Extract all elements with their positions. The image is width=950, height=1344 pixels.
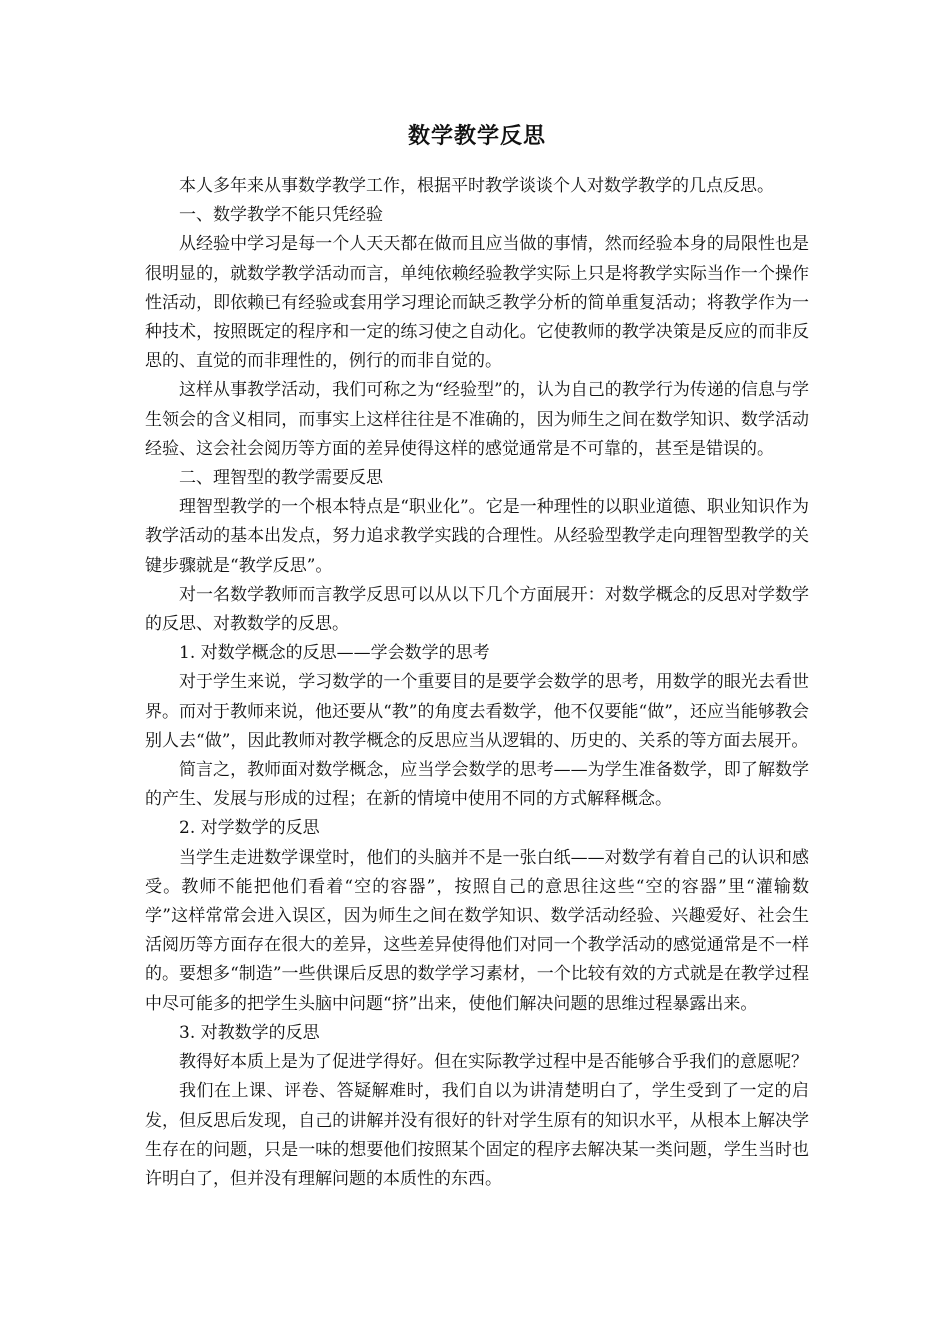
document-page xyxy=(145,118,809,1194)
document-title: 数学教学反思 xyxy=(407,124,546,149)
body-paragraph: 这样从事教学活动，我们可称之为“经验型”的，认为自己的教学行为传递的信息与学生领会的含义相同，而事实上这样往往是不准确的，因为师生之间在数学知识、数学活动经验、这会社会阅历等方面的差异使得这样的感觉通常是不可靠的，甚至是错误的。 xyxy=(145,380,809,459)
subsection-heading-3: 3. 对教数学的反思 xyxy=(179,1022,320,1043)
body-paragraph: 教得好本质上是为了促进学得好。但在实际教学过程中是否能够合乎我们的意愿呢？ xyxy=(179,1052,808,1073)
intro-paragraph: 本人多年来从事数学教学工作，根据平时教学谈谈个人对数学教学的几点反思。 xyxy=(179,176,774,196)
body-paragraph: 从经验中学习是每一个人天天都在做而且应当做的事情，然而经验本身的局限性也是很明显的，就数学教学活动而言，单纯依赖经验教学实际上只是将教学实际当作一个操作性活动，即依赖已有经验或套用学习理论而缺乏教学分析的简单重复活动；将教学作为一种技术，按照既定的程序和一定的练习使之自动化。它使教师的教学决策是反应的而非反思的、直觉的而非理性的，例行的而非自觉的。 xyxy=(145,234,809,372)
section-heading-2: 二、理智型的教学需要反思 xyxy=(179,468,383,489)
body-paragraph: 当学生走进数学课堂时，他们的头脑并不是一张白纸——对数学有着自己的认识和感受。教师不能把他们看着“空的容器”，按照自己的意思往这些“空的容器”里“灌输数学”这样常常会进入误区，因为师生之间在数学知识、数学活动经验、兴趣爱好、社会生活阅历等方面存在很大的差异，这些差异使得他们对同一个教学活动的感觉通常是不一样的。要想多“制造”一些供课后反思的数学学习素材，一个比较有效的方式就是在教学过程中尽可能多的把学生头脑中问题“挤”出来，使他们解决问题的思维过程暴露出来。 xyxy=(145,847,809,1014)
section-heading-1: 一、数学教学不能只凭经验 xyxy=(179,205,383,226)
body-paragraph: 对于学生来说，学习数学的一个重要目的是要学会数学的思考，用数学的眼光去看世界。而对于教师来说，他还要从“教”的角度去看数学，他不仅要能“做”，还应当能够教会别人去“做”，因此教师对教学概念的反思应当从逻辑的、历史的、关系的等方面去展开。 xyxy=(145,672,809,751)
body-paragraph: 对一名数学教师而言教学反思可以从以下几个方面展开：对数学概念的反思对学数学的反思、对教数学的反思。 xyxy=(145,584,809,635)
subsection-heading-2: 2. 对学数学的反思 xyxy=(179,818,320,839)
body-paragraph: 理智型教学的一个根本特点是“职业化”。它是一种理性的以职业道德、职业知识作为教学活动的基本出发点，努力追求教学实践的合理性。从经验型教学走向理智型教学的关键步骤就是“教学反思”。 xyxy=(145,497,809,576)
body-paragraph: 简言之，教师面对数学概念，应当学会数学的思考——为学生准备数学，即了解数学的产生、发展与形成的过程；在新的情境中使用不同的方式解释概念。 xyxy=(145,760,809,810)
subsection-heading-1: 1. 对数学概念的反思——学会数学的思考 xyxy=(179,643,490,664)
body-paragraph: 我们在上课、评卷、答疑解难时，我们自以为讲清楚明白了，学生受到了一定的启发，但反思后发现，自己的讲解并没有很好的针对学生原有的知识水平，从根本上解决学生存在的问题，只是一味的想要他们按照某个固定的程序去解决某一类问题，学生当时也许明白了，但并没有理解问题的本质性的东西。 xyxy=(145,1081,809,1189)
document-body xyxy=(145,172,809,1194)
